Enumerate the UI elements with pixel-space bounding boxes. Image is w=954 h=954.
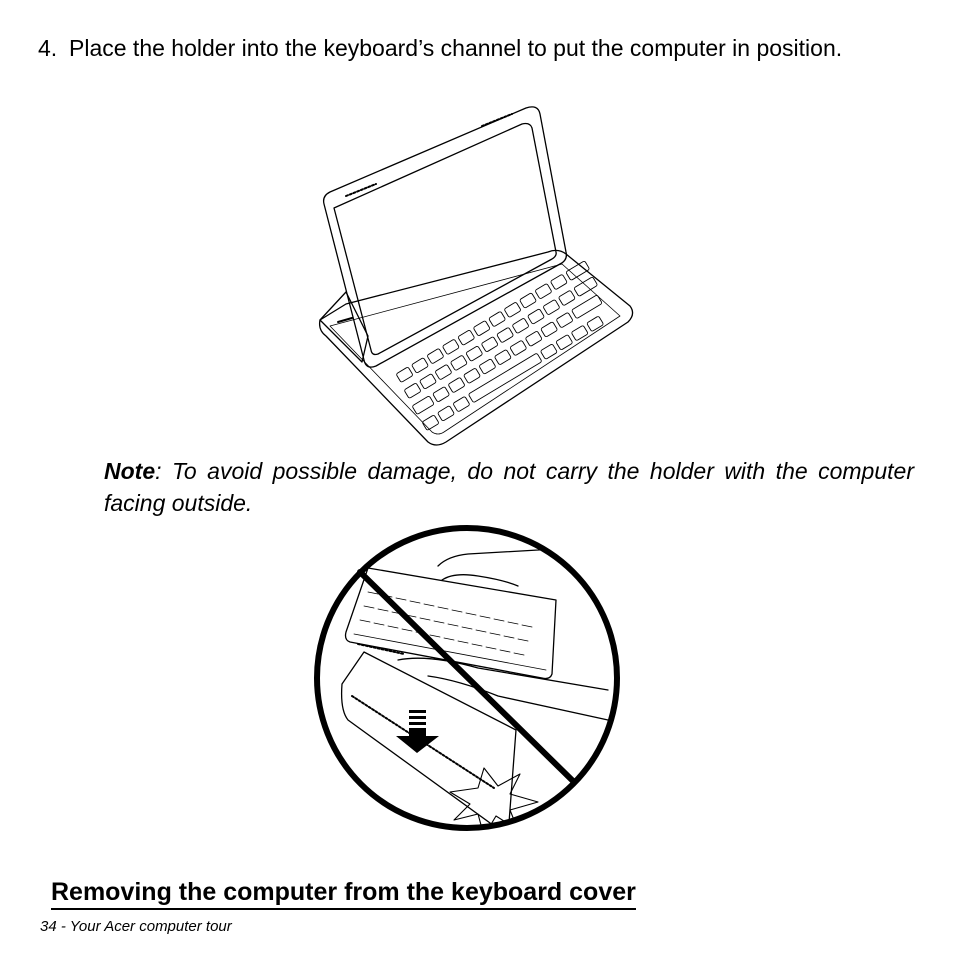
note [104,455,914,519]
tablet-in-keyboard-illustration [316,104,636,446]
step-number: 4. [38,35,58,61]
step-text: Place the holder into the keyboard’s channel to put the computer in position. [69,35,843,61]
note-label: Note [104,458,156,484]
section-heading: Removing the computer from the keyboard cover [51,876,636,910]
step-4 [38,32,914,64]
page-footer: 34 - Your Acer computer tour [40,918,232,935]
prohibited-carry-illustration [308,520,626,836]
note-text: : To avoid possible damage, do not carry the holder with the computer facing outside. [104,458,914,516]
